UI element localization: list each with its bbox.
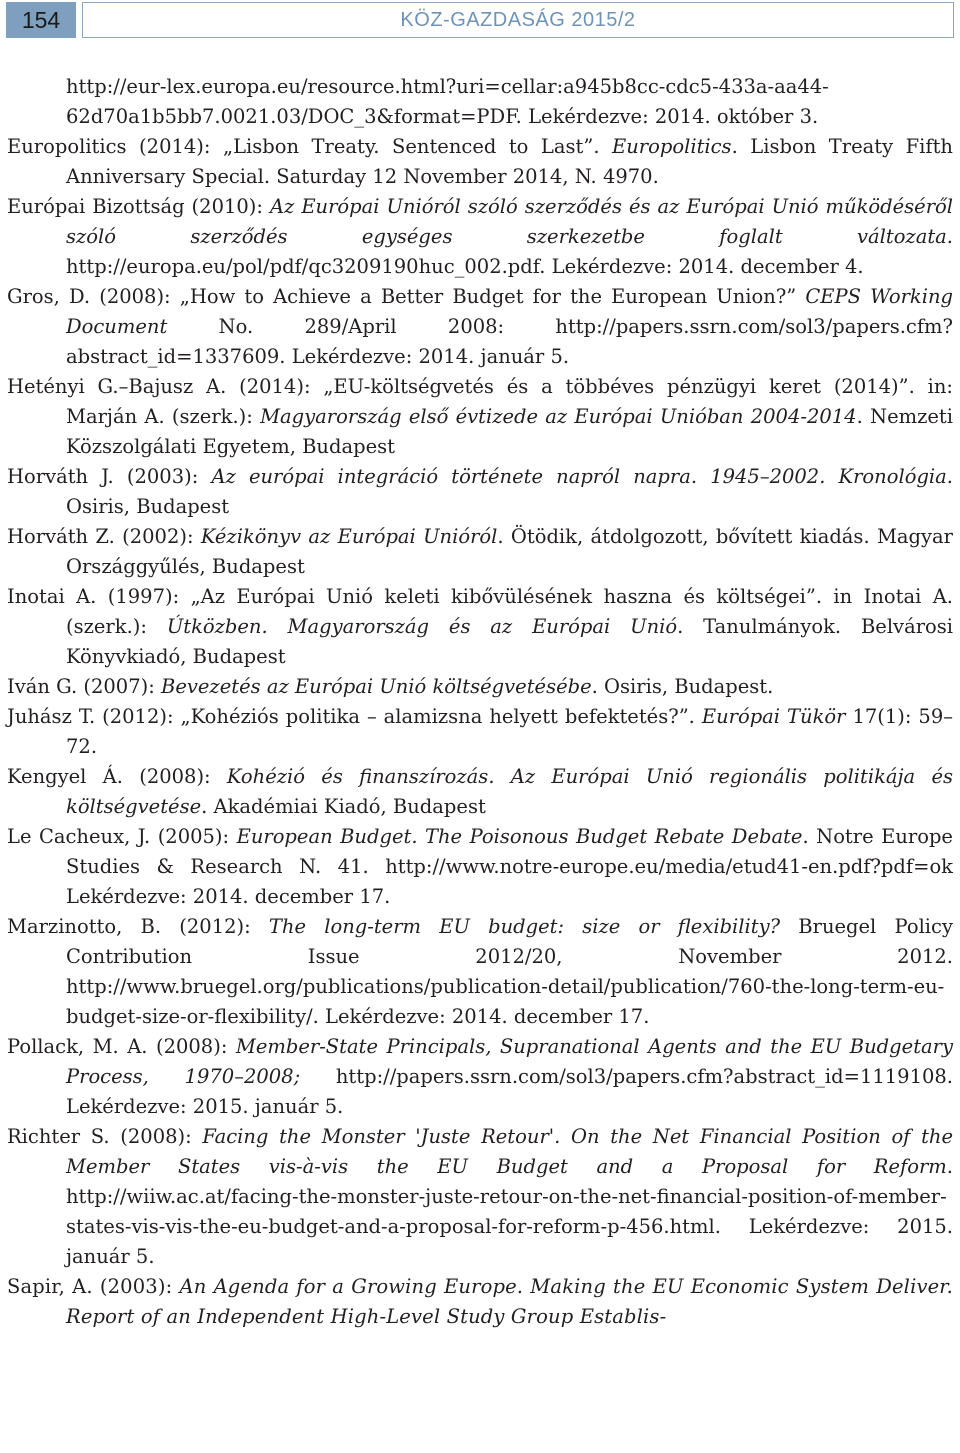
reference-entry: Le Cacheux, J. (2005): European Budget. The Poisonous Budget Rebate Debate. Notre Europe Studies & Research N. 41. http://www.notre-europe.eu/media/etud41-en.pdf?pdf=ok Lekérdezve: 2014. december 17. [7, 825, 953, 908]
reference-entry: Gros, D. (2008): „How to Achieve a Better Budget for the European Union?” CEPS Working Document No. 289/April 2008: http://papers.ssrn.com/sol3/papers.cfm?abstract_id=1337609. Lekérdezve: 2014. január 5. [7, 285, 953, 368]
reference-entry: Pollack, M. A. (2008): Member-State Principals, Supranational Agents and the EU Budgetary Process, 1970–2008; http://papers.ssrn.com/sol3/papers.cfm?abstract_id=1119108. Lekérdezve: 2015. január 5. [7, 1035, 953, 1118]
reference-entry: Hetényi G.–Bajusz A. (2014): „EU-költségvetés és a többéves pénzügyi keret (2014)”. in: Marján A. (szerk.): Magyarország első évtizede az Európai Unióban 2004-2014. Nemzeti Közszolgálati Egyetem, Budapest [7, 375, 953, 458]
reference-entry: Horváth J. (2003): Az európai integráció története napról napra. 1945–2002. Kronológia. Osiris, Budapest [7, 465, 953, 518]
reference-list [7, 72, 953, 1332]
reference-entry: Sapir, A. (2003): An Agenda for a Growing Europe. Making the EU Economic System Deliver. Report of an Independent High-Level Study Group Establis- [7, 1275, 953, 1328]
reference-entry: http://eur-lex.europa.eu/resource.html?uri=cellar:a945b8cc-cdc5-433a-aa44-62d70a1b5bb7.0021.03/DOC_3&format=PDF. Lekérdezve: 2014. október 3. [66, 75, 829, 128]
reference-entry: Marzinotto, B. (2012): The long-term EU budget: size or flexibility? Bruegel Policy Contribution Issue 2012/20, November 2012. http://www.bruegel.org/publications/publication-detail/publication/760-the-long-term-eu-budget-size-or-flexibility/. Lekérdezve: 2014. december 17. [7, 915, 953, 1028]
page-number: 154 [6, 2, 76, 38]
reference-entry: Horváth Z. (2002): Kézikönyv az Európai Unióról. Ötödik, átdolgozott, bővített kiadás. Magyar Országgyűlés, Budapest [7, 525, 953, 578]
reference-entry: Richter S. (2008): Facing the Monster 'Juste Retour'. On the Net Financial Position of the Member States vis-à-vis the EU Budget and a Proposal for Reform. http://wiiw.ac.at/facing-the-monster-juste-retour-on-the-net-financial-position-of-member-states-vis-vis-the-eu-budget-and-a-proposal-for-reform-p-456.html. Lekérdezve: 2015. január 5. [7, 1125, 953, 1268]
reference-entry: Inotai A. (1997): „Az Európai Unió keleti kibővülésének haszna és költségei”. in Inotai A. (szerk.): Útközben. Magyarország és az Európai Unió. Tanulmányok. Belvárosi Könyvkiadó, Budapest [7, 585, 954, 668]
reference-entry: Európai Bizottság (2010): Az Európai Unióról szóló szerződés és az Európai Unió működéséről szóló szerződés egységes szerkezetbe foglalt változata. http://europa.eu/pol/pdf/qc3209190huc_002.pdf. Lekérdezve: 2014. december 4. [7, 195, 953, 278]
reference-entry: Kengyel Á. (2008): Kohézió és finanszírozás. Az Európai Unió regionális politikája és költségvetése. Akadémiai Kiadó, Budapest [7, 765, 953, 818]
page-header [6, 2, 954, 38]
reference-entry: Iván G. (2007): Bevezetés az Európai Unió költségvetésébe. Osiris, Budapest. [7, 675, 774, 698]
reference-entry: Juhász T. (2012): „Kohéziós politika – alamizsna helyett befektetés?”. Európai Tükör 17(1): 59–72. [7, 705, 953, 758]
reference-entry: Europolitics (2014): „Lisbon Treaty. Sentenced to Last”. Europolitics. Lisbon Treaty Fifth Anniversary Special. Saturday 12 November 2014, N. 4970. [7, 135, 953, 188]
journal-title: KÖZ-GAZDASÁG 2015/2 [82, 2, 954, 38]
